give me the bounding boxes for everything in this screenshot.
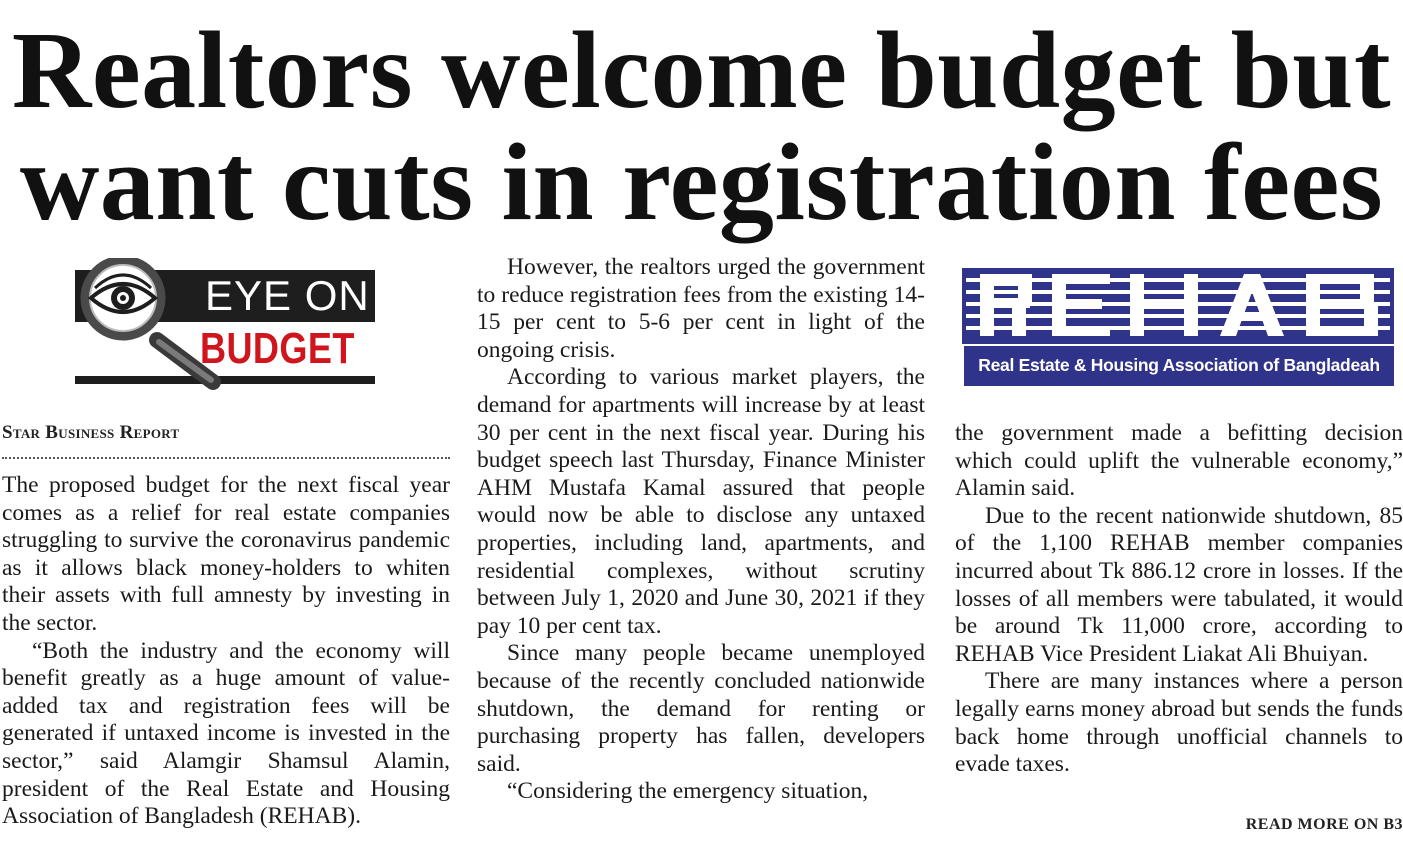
paragraph: However, the realtors urged the government to reduce registration fees from the existing 14-15 per cent to 5-6 per cent in light of the ongoing crisis. [477, 254, 925, 363]
paragraph: According to various market players, the demand for apartments will increase by at least 30 per cent in the next fiscal year. During his budget speech last Thursday, Finance Minister AHM Mustafa Kamal assured that people would now be able to disclose any untaxed properties, including land, apartments, and residential complexes, without scrutiny between July 1, 2020 and June 30, 2021 if they pay 10 per cent tax. [477, 364, 925, 639]
headline-line-1: Realtors welcome budget but [11, 9, 1392, 131]
headline [0, 9, 1403, 243]
paragraph: “Both the industry and the economy will benefit greatly as a huge amount of value-added tax and registration fees will be generated if untaxed income is invested in the sector,” said Alamgir Shamsul Alamin, president of the Real Estate and Housing Association of Bangladesh (REHAB). [2, 637, 450, 830]
rehab-wordmark-icon [962, 268, 1394, 346]
budget-label: BUDGET [200, 324, 355, 373]
paragraph: Since many people became unemployed because of the recently concluded nationwide shutdown, the demand for renting or purchasing property has fallen, developers said. [477, 640, 925, 777]
article-column-2 [477, 254, 925, 806]
article-column-3 [955, 420, 1403, 779]
eye-on-label: EYE ON [205, 272, 370, 319]
paragraph: the government made a befitting decision which could uplift the vulnerable economy,” Alamin said. [955, 420, 1403, 502]
paragraph: Due to the recent nationwide shutdown, 85 of the 1,100 REHAB member companies incurred about Tk 886.12 crore in losses. If the losses of all members were tabulated, it would be around Tk 11,000 crore, according to REHAB Vice President Liakat Ali Bhuiyan. [955, 502, 1403, 667]
eye-on-budget-logo [75, 258, 375, 390]
paragraph: “Considering the emergency situation, [507, 778, 869, 805]
paragraph: The proposed budget for the next fiscal year comes as a relief for real estate companies struggling to survive the coronavirus pandemic as it allows black money-holders to whiten their assets with full amnesty by investing in the sector. [2, 472, 450, 636]
paragraph: There are many instances where a person legally earns money abroad but sends the funds back home through unofficial channels to evade taxes. [955, 668, 1403, 778]
byline: Star Business Report [2, 422, 180, 443]
headline-line-2: want cuts in registration fees [19, 121, 1384, 243]
rehab-tagline: Real Estate & Housing Association of Bangladeah [978, 355, 1380, 375]
magnifier-eye-icon [75, 258, 235, 390]
rehab-logo [962, 268, 1394, 388]
article-column-1 [2, 472, 450, 831]
read-more-link[interactable]: READ MORE ON B3 [1245, 816, 1403, 833]
byline-divider [2, 457, 450, 459]
